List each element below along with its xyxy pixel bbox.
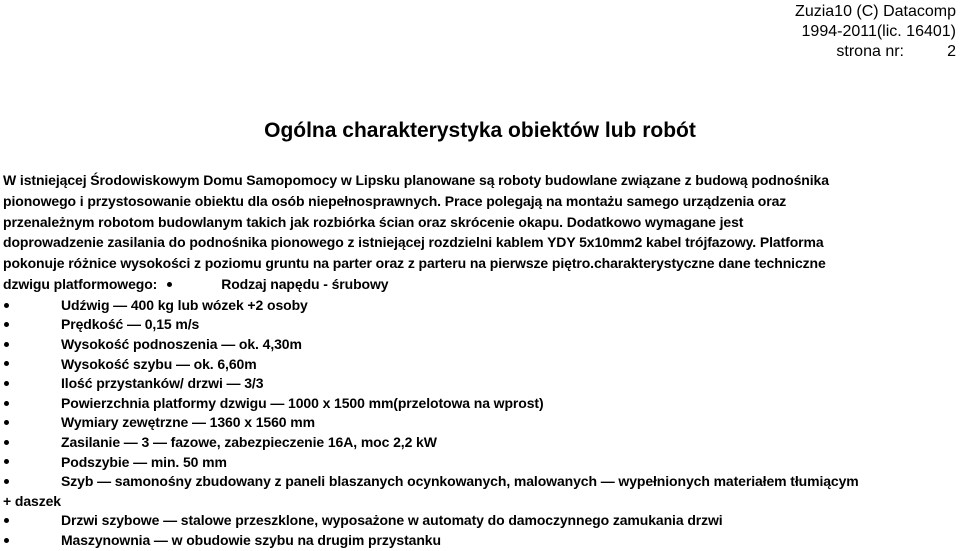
spec-item-text: Szyb — samonośny zbudowany z paneli blaszanych ocynkowanych, malowanych — wypełnionych materiałem tłumiącym xyxy=(61,473,859,490)
page-number-row xyxy=(756,42,956,62)
bullet-icon xyxy=(4,322,9,327)
list-item xyxy=(3,510,955,530)
bullet-icon xyxy=(4,401,9,406)
spec-item-text: Wymiary zewętrzne — 1360 x 1560 mm xyxy=(61,414,315,431)
bullet-icon xyxy=(167,282,172,287)
list-item xyxy=(3,354,955,374)
bullet-icon xyxy=(4,381,9,386)
list-item xyxy=(3,452,955,472)
bullet-icon xyxy=(4,518,9,523)
list-item-continuation: + daszek xyxy=(3,492,61,509)
bullet-icon xyxy=(4,361,9,366)
spec-item-text: Drzwi szybowe — stalowe przeszklone, wyposażone w automaty do damoczynnego zamukania drzwi xyxy=(61,512,723,529)
list-item xyxy=(3,432,955,452)
paragraph-line: przenależnym robotom budowlanym takich jak rozbiórka ścian oraz skrócenie okapu. Dodatkowo wymagane jest xyxy=(3,213,744,230)
spec-item: Rodzaj napędu - śrubowy xyxy=(221,275,389,292)
bullet-icon xyxy=(4,303,9,308)
spec-item-text: Udźwig — 400 kg lub wózek +2 osoby xyxy=(61,296,308,313)
header-license: 1994-2011(lic. 16401) xyxy=(801,23,956,40)
bullet-icon xyxy=(4,440,9,445)
spec-item-text: Wysokość podnoszenia — ok. 4,30m xyxy=(61,335,302,352)
spec-item-text: Podszybie — min. 50 mm xyxy=(61,453,227,470)
header-company: Zuzia10 (C) Datacomp xyxy=(795,3,956,20)
bullet-icon xyxy=(4,342,9,347)
page-title: Ogólna charakterystyka obiektów lub robót xyxy=(264,119,696,142)
list-item xyxy=(3,393,955,413)
bullet-icon xyxy=(4,538,9,543)
list-item xyxy=(3,295,955,315)
list-item xyxy=(3,314,955,334)
bullet-icon xyxy=(4,479,9,484)
list-item xyxy=(3,412,955,432)
spec-item-text: Wysokość szybu — ok. 6,60m xyxy=(61,355,257,372)
bullet-icon xyxy=(4,420,9,425)
spec-item-text: Ilość przystanków/ drzwi — 3/3 xyxy=(61,375,264,392)
spec-intro: dzwigu platformowego: xyxy=(3,275,158,292)
list-item xyxy=(3,530,955,550)
document-body xyxy=(3,170,955,550)
list-item xyxy=(3,334,955,354)
spec-item-text: Powierzchnia platformy dzwigu — 1000 x 1500 mm(przelotowa na wprost) xyxy=(61,394,544,411)
paragraph-line: pokonuje różnice wysokości z poziomu gruntu na parter oraz z parteru na pierwsze piętro.charakterystyczne dane techniczne xyxy=(3,255,826,272)
spec-item-text: Zasilanie — 3 — fazowe, zabezpieczenie 16A, moc 2,2 kW xyxy=(61,433,437,450)
spec-intro-row xyxy=(3,274,955,295)
spec-item-text: Prędkość — 0,15 m/s xyxy=(61,316,200,333)
bullet-icon xyxy=(4,459,9,464)
paragraph-line: pionowego i przystosowanie obiektu dla osób niepełnosprawnych. Prace polegają na montażu samego urządzenia oraz xyxy=(3,192,787,209)
page-number: 2 xyxy=(947,43,956,60)
spec-item-text: Maszynownia — w obudowie szybu na drugim przystanku xyxy=(61,531,441,548)
document-header xyxy=(756,2,956,62)
paragraph-line: doprowadzenie zasilania do podnośnika pionowego z istniejącej rozdzielni kablem YDY 5x10mm2 kabel trójfazowy. Platforma xyxy=(3,234,824,251)
paragraph-line: W istniejącej Środowiskowym Domu Samopomocy w Lipsku planowane są roboty budowlane związane z budową podnośnika xyxy=(3,172,829,188)
list-item xyxy=(3,471,955,491)
list-item xyxy=(3,373,955,393)
page-label: strona nr: xyxy=(836,43,904,60)
